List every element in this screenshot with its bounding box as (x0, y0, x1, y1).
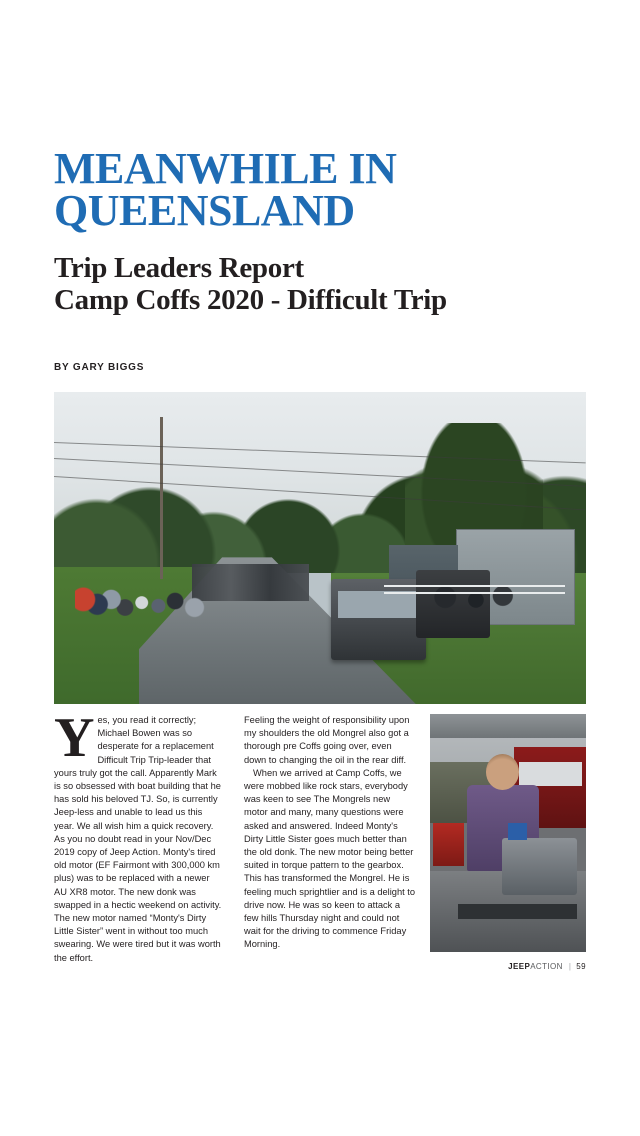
drop-cap: Y (54, 707, 95, 769)
hero-white-4wd (331, 579, 427, 660)
red-toolbox (433, 823, 464, 866)
page-title (54, 252, 594, 316)
man-head (486, 754, 519, 790)
page-title-line-2: Camp Coffs 2020 - Difficult Trip (54, 284, 447, 316)
byline: BY GARY BIGGS (54, 362, 145, 373)
engine-stand (458, 904, 577, 918)
body-paragraph: As you no doubt read in your Nov/Dec 2019 copy of Jeep Action. Monty's tired old motor (EF Fairmont with 300,000 km plus) was to be replaced with a newer AU XR8 motor. The new donk was swapped in a hectic weekend on activity. The new motor named “Monty's Dirty Little Sister” went in without too much swearing. We were tired but it was worth the effort. (54, 833, 222, 963)
footer-divider: | (568, 962, 572, 971)
body-column-2 (244, 714, 416, 952)
body-paragraph: es, you read it correctly; Michael Bowen was so desperate for a replacement Difficult Trip Trip-leader that yours truly got the call. Apparently Mark is so obsessed with boat building that he has sold his beloved TJ. So, is currently Jeep-less and unable to lead us this year. We all wish him a quick recovery. (54, 715, 221, 831)
engine-block (502, 838, 577, 895)
page-kicker-heading: MEANWHILE IN QUEENSLAND (54, 144, 397, 235)
page-number: 59 (576, 962, 586, 971)
hero-people-right (426, 570, 522, 639)
page-footer (508, 962, 586, 971)
workshop-roof (430, 714, 586, 738)
hero-photo (54, 392, 586, 704)
page-title-line-1: Trip Leaders Report (54, 252, 304, 284)
body-paragraph: Feeling the weight of responsibility upon my shoulders the old Mongrel also got a thorough pre Coffs going over, even down to changing the oil in the rear diff. (244, 715, 410, 765)
hero-power-pole (160, 417, 163, 579)
workshop-photo (430, 714, 586, 952)
hero-white-fence (384, 585, 565, 587)
body-column-1 (54, 707, 224, 965)
hero-crowd-of-people (75, 567, 213, 648)
footer-brand-light: ACTION (530, 962, 563, 971)
footer-brand-bold: JEEP (508, 962, 531, 971)
body-paragraph: When we arrived at Camp Coffs, we were mobbed like rock stars, everybody was keen to see The Mongrels new motor and many, many questions were asked and answered. Indeed Monty's Dirty Little Sister goes much better than the old donk. The new motor being better suited in torque pattern to the gearbox. This has transformed the Mongrel. He is feeling much sprightlier and is a delight to drive now. He was so keen to attack a few hills Thursday night and could not wait for the driving to commence Friday Morning. (244, 767, 416, 950)
